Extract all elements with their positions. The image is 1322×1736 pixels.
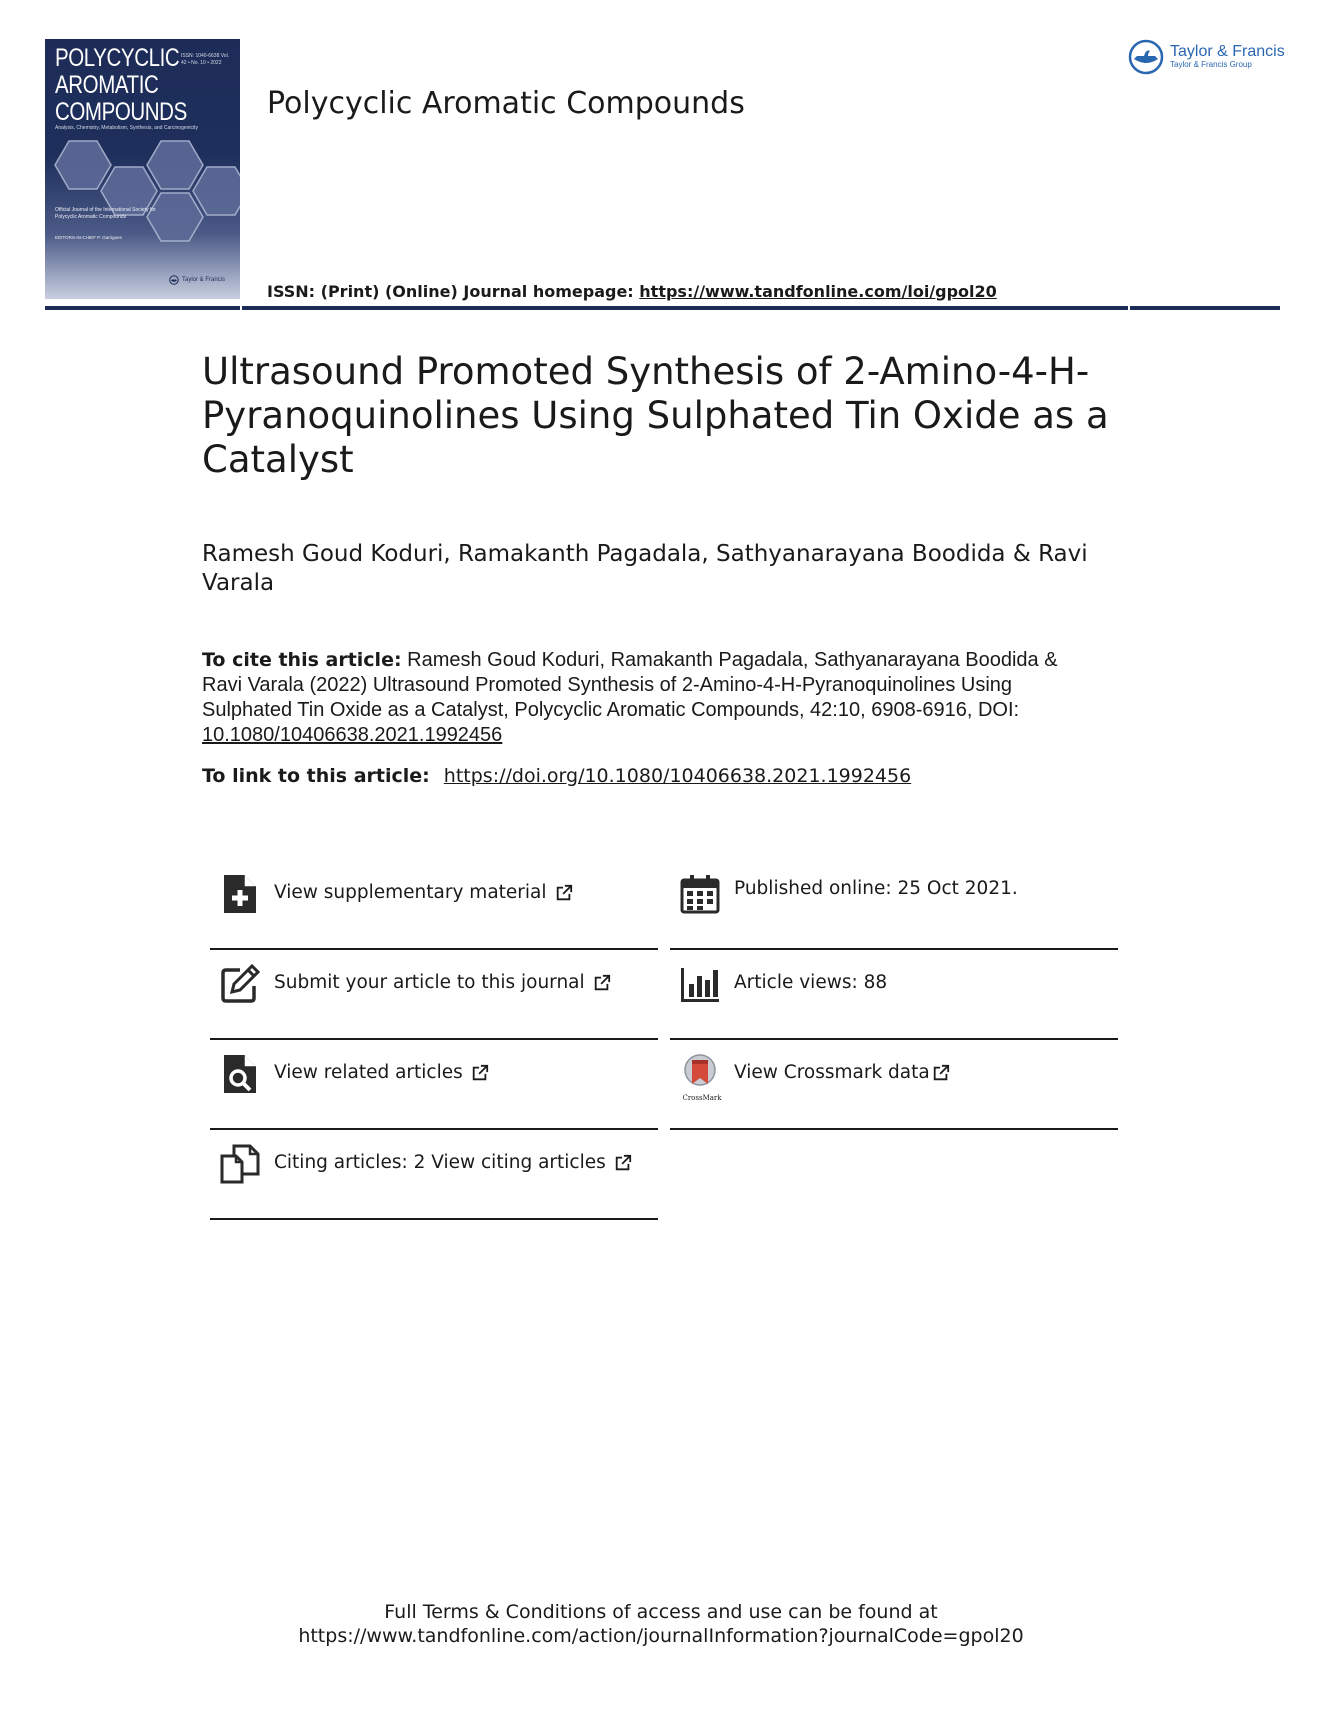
terms-footer-line: Full Terms & Conditions of access and use can be found at bbox=[384, 1601, 938, 1623]
cover-title bbox=[55, 44, 187, 126]
journal-cover-image bbox=[45, 39, 240, 299]
taylor-francis-logo bbox=[1128, 39, 1285, 75]
submit-article-link[interactable] bbox=[210, 952, 658, 1040]
header-divider-gap bbox=[240, 306, 242, 310]
copy-documents-icon bbox=[220, 1144, 260, 1184]
cover-title-line: AROMATIC bbox=[55, 71, 159, 99]
taylor-francis-lamp-icon bbox=[1128, 39, 1164, 75]
header-divider-gap bbox=[1128, 306, 1130, 310]
cell-divider bbox=[210, 948, 658, 950]
citation-label: To cite this article: bbox=[202, 649, 402, 671]
cover-publisher-label: Taylor & Francis bbox=[182, 277, 226, 283]
cell-divider bbox=[210, 1128, 658, 1130]
article-views-info bbox=[670, 952, 1118, 1040]
crossmark-badge-label: CrossMark bbox=[682, 1094, 722, 1102]
published-online-info bbox=[670, 862, 1118, 950]
submit-article-label: Submit your article to this journal bbox=[274, 972, 585, 993]
cover-title-line: COMPOUNDS bbox=[55, 98, 187, 126]
citing-articles-link[interactable] bbox=[210, 1132, 658, 1220]
cell-divider bbox=[670, 1128, 1118, 1130]
journal-homepage-link[interactable]: https://www.tandfonline.com/loi/gpol20 bbox=[639, 282, 997, 301]
crossmark-icon bbox=[680, 1054, 720, 1094]
file-search-icon bbox=[220, 1054, 260, 1094]
citing-articles-label: Citing articles: 2 View citing articles bbox=[274, 1152, 606, 1173]
submit-article-label-wrap bbox=[274, 972, 611, 993]
cover-meta: ISSN: 1040-6638 Vol. 42 • No. 10 • 2022 bbox=[181, 53, 230, 66]
citation-block bbox=[202, 648, 1102, 748]
cell-divider bbox=[210, 1038, 658, 1040]
external-link-icon bbox=[932, 1064, 950, 1082]
journal-name: Polycyclic Aromatic Compounds bbox=[267, 86, 745, 121]
article-views-label: Article views: 88 bbox=[734, 972, 888, 993]
crossmark-label-wrap bbox=[734, 1062, 950, 1083]
taylor-francis-name: Taylor & Francis bbox=[1170, 43, 1285, 60]
crossmark-data-link[interactable] bbox=[670, 1042, 1118, 1130]
header-divider bbox=[45, 306, 1280, 310]
issn-line bbox=[267, 282, 997, 301]
supplementary-material-label-wrap bbox=[274, 882, 573, 903]
taylor-francis-group: Taylor & Francis Group bbox=[1170, 60, 1252, 69]
article-doi-link[interactable]: https://doi.org/10.1080/10406638.2021.1992456 bbox=[443, 765, 912, 787]
cover-hexagon-graphic bbox=[45, 139, 240, 259]
article-link-label: To link to this article: bbox=[202, 765, 430, 787]
cover-title-line: POLYCYCLIC bbox=[55, 44, 180, 72]
citation-text: Ramesh Goud Koduri, Ramakanth Pagadala, Sathyanarayana Boodida & Ravi Varala (2022) Ultrasound Promoted Synthesis of 2-Amino-4-H-Pyranoquinolines Using Sulphated Tin Oxide as a Catalyst, Polycyclic Aromatic Compounds, 42:10, 6908-6916, DOI: bbox=[202, 649, 1058, 721]
external-link-icon bbox=[555, 884, 573, 902]
related-articles-label-wrap bbox=[274, 1062, 489, 1083]
issn-label: ISSN: (Print) (Online) Journal homepage: bbox=[267, 282, 634, 301]
article-title: Ultrasound Promoted Synthesis of 2-Amino-4-H-Pyranoquinolines Using Sulphated Tin Oxide as a Catalyst bbox=[202, 350, 1109, 481]
article-authors: Ramesh Goud Koduri, Ramakanth Pagadala, Sathyanarayana Boodida & Ravi Varala bbox=[202, 541, 1088, 596]
cell-divider bbox=[210, 1218, 658, 1220]
citation-doi-link[interactable]: 10.1080/10406638.2021.1992456 bbox=[202, 724, 503, 746]
terms-footer-url[interactable]: https://www.tandfonline.com/action/journalInformation?journalCode=gpol20 bbox=[298, 1625, 1024, 1647]
article-link-line bbox=[202, 765, 911, 787]
cover-subtitle: Analysis, Chemistry, Metabolism, Synthesis, and Carcinogenicity bbox=[55, 125, 199, 131]
external-link-icon bbox=[471, 1064, 489, 1082]
supplementary-material-link[interactable] bbox=[210, 862, 658, 950]
related-articles-label: View related articles bbox=[274, 1062, 463, 1083]
article-views-label-wrap bbox=[734, 972, 887, 993]
published-online-label-wrap bbox=[734, 878, 1018, 899]
cell-divider bbox=[670, 948, 1118, 950]
calendar-icon bbox=[680, 874, 720, 914]
file-plus-icon bbox=[220, 874, 260, 914]
cell-divider bbox=[670, 1038, 1118, 1040]
cover-publisher bbox=[169, 275, 225, 285]
related-articles-link[interactable] bbox=[210, 1042, 658, 1130]
cover-note: Official Journal of the International Society for Polycyclic Aromatic Compounds bbox=[55, 207, 156, 220]
terms-footer bbox=[0, 1600, 1322, 1648]
crossmark-label: View Crossmark data bbox=[734, 1062, 930, 1083]
tf-cover-logo-icon bbox=[169, 275, 179, 285]
external-link-icon bbox=[593, 974, 611, 992]
cover-editor: EDITORS-IN-CHIEF P. Garrigues bbox=[55, 235, 122, 240]
taylor-francis-text bbox=[1170, 44, 1285, 70]
published-online-label: Published online: 25 Oct 2021. bbox=[734, 878, 1018, 899]
edit-pencil-icon bbox=[220, 964, 260, 1004]
citing-articles-label-wrap bbox=[274, 1152, 632, 1173]
external-link-icon bbox=[614, 1154, 632, 1172]
bar-chart-icon bbox=[680, 964, 720, 1004]
supplementary-material-label: View supplementary material bbox=[274, 882, 547, 903]
